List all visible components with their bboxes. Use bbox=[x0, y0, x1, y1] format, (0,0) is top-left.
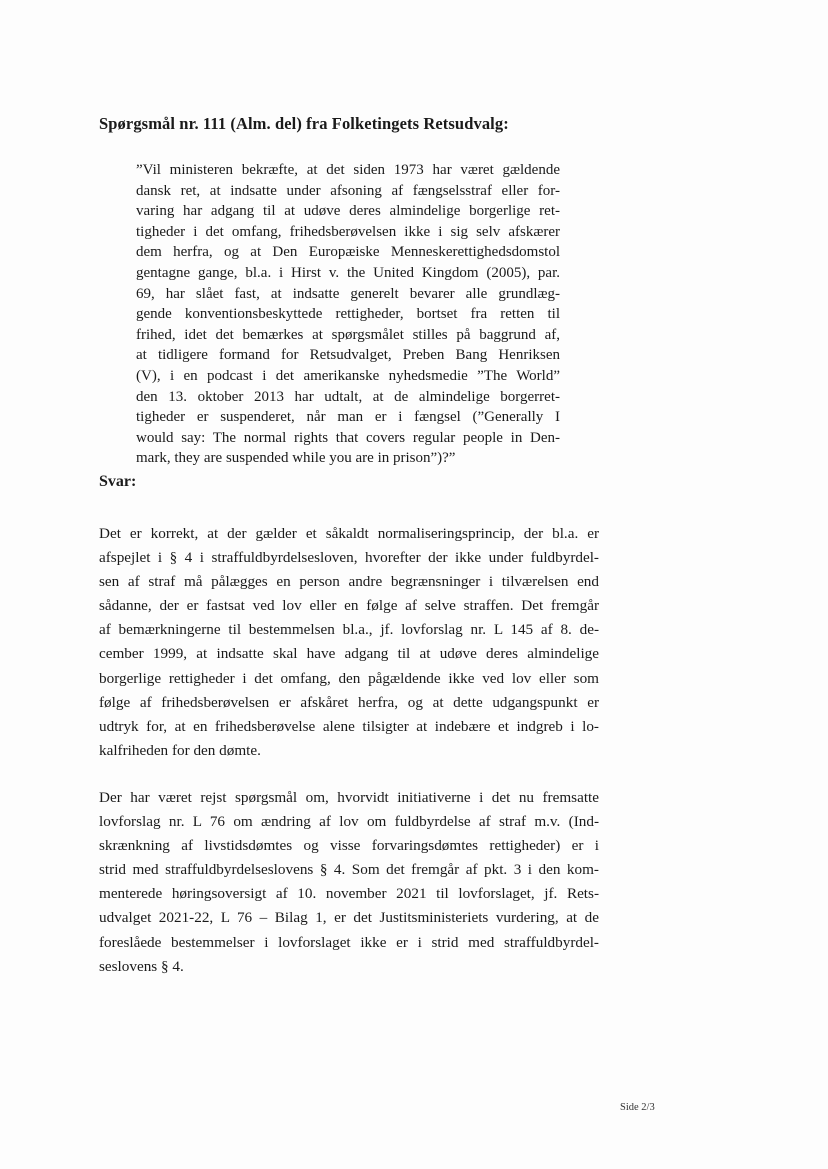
question-line: den 13. oktober 2013 har udtalt, at de almindelige borgerret- bbox=[136, 388, 560, 405]
paragraph-line: seslovens § 4. bbox=[99, 957, 184, 975]
question-line: 69, har slået fast, at indsatte generelt bevarer alle grundlæg- bbox=[136, 285, 560, 302]
page-number: Side 2/3 bbox=[620, 1102, 655, 1113]
paragraph-line: menterede høringsoversigt af 10. november 2021 til lovforslaget, jf. Rets- bbox=[99, 885, 599, 903]
paragraph-line: lovforslag nr. L 76 om ændring af lov om fuldbyrdelse af straf m.v. (Ind- bbox=[99, 813, 599, 831]
question-heading: Spørgsmål nr. 111 (Alm. del) fra Folketingets Retsudvalg: bbox=[99, 114, 509, 133]
paragraph-line: udtryk for, at en frihedsberøvelse alene tilsigter at indebære et indgreb i lo- bbox=[99, 717, 599, 735]
paragraph-line: afspejlet i § 4 i straffuldbyrdelsesloven, hvorefter der ikke under fuldbyrdel- bbox=[99, 549, 599, 567]
paragraph-line: cember 1999, at indsatte skal have adgang til at udøve deres almindelige bbox=[99, 645, 599, 663]
question-line: gende konventionsbeskyttede rettigheder, bortset fra retten til bbox=[136, 306, 560, 323]
paragraph-line: følge af frihedsberøvelsen er afskåret herfra, og at dette udgangspunkt er bbox=[99, 693, 599, 711]
paragraph-line: sen af straf må pålægges en person andre begrænsninger i tilværelsen end bbox=[99, 573, 599, 591]
question-line: tigheder er suspenderet, når man er i fængsel (”Generally I bbox=[136, 409, 560, 426]
question-line: ”Vil ministeren bekræfte, at det siden 1973 har været gældende bbox=[136, 162, 560, 178]
question-line: varing har adgang til at udøve deres almindelige borgerlige ret- bbox=[136, 203, 560, 220]
paragraph-line: kalfriheden for den dømte. bbox=[99, 741, 261, 759]
question-line: frihed, idet det bemærkes at spørgsmålet stilles på baggrund af, bbox=[136, 326, 560, 343]
question-line: gentagne gange, bl.a. i Hirst v. the United Kingdom (2005), par. bbox=[136, 264, 560, 281]
answer-label: Svar: bbox=[99, 473, 137, 490]
question-line: dansk ret, at indsatte under afsoning af fængselsstraf eller for- bbox=[136, 182, 560, 199]
question-line: (V), i en podcast i det amerikanske nyhedsmedie ”The World” bbox=[136, 367, 560, 384]
question-line: at tidligere formand for Retsudvalget, Preben Bang Henriksen bbox=[136, 347, 560, 364]
question-line: would say: The normal rights that covers regular people in Den- bbox=[136, 429, 560, 446]
question-line: dem herfra, og at Den Europæiske Menneskerettighedsdomstol bbox=[136, 244, 560, 261]
question-text bbox=[136, 160, 560, 469]
paragraph-line: af bemærkningerne til bestemmelsen bl.a., jf. lovforslag nr. L 145 af 8. de- bbox=[99, 621, 599, 639]
answer-paragraph-1 bbox=[99, 522, 599, 763]
question-line: mark, they are suspended while you are in prison”)?” bbox=[136, 450, 456, 467]
paragraph-line: strid med straffuldbyrdelseslovens § 4. Som det fremgår af pkt. 3 i den kom- bbox=[99, 861, 599, 879]
paragraph-line: sådanne, der er fastsat ved lov eller en følge af selve straffen. Det fremgår bbox=[99, 597, 599, 615]
paragraph-line: Det er korrekt, at der gælder et såkaldt normaliseringsprincip, der bl.a. er bbox=[99, 525, 599, 542]
paragraph-line: foreslåede bestemmelser i lovforslaget ikke er i strid med straffuldbyrdel- bbox=[99, 933, 599, 951]
question-line: tigheder i det omfang, frihedsberøvelsen ikke i sig selv afskærer bbox=[136, 223, 560, 240]
paragraph-line: borgerlige rettigheder i det omfang, den pågældende ikke ved lov eller som bbox=[99, 669, 599, 687]
paragraph-line: Der har været rejst spørgsmål om, hvorvidt initiativerne i det nu fremsatte bbox=[99, 789, 599, 806]
paragraph-line: skrænkning af livstidsdømtes og visse forvaringsdømtes rettigheder) er i bbox=[99, 837, 599, 855]
paragraph-line: udvalget 2021-22, L 76 – Bilag 1, er det Justitsministeriets vurdering, at de bbox=[99, 909, 599, 927]
answer-paragraph-2 bbox=[99, 786, 599, 979]
